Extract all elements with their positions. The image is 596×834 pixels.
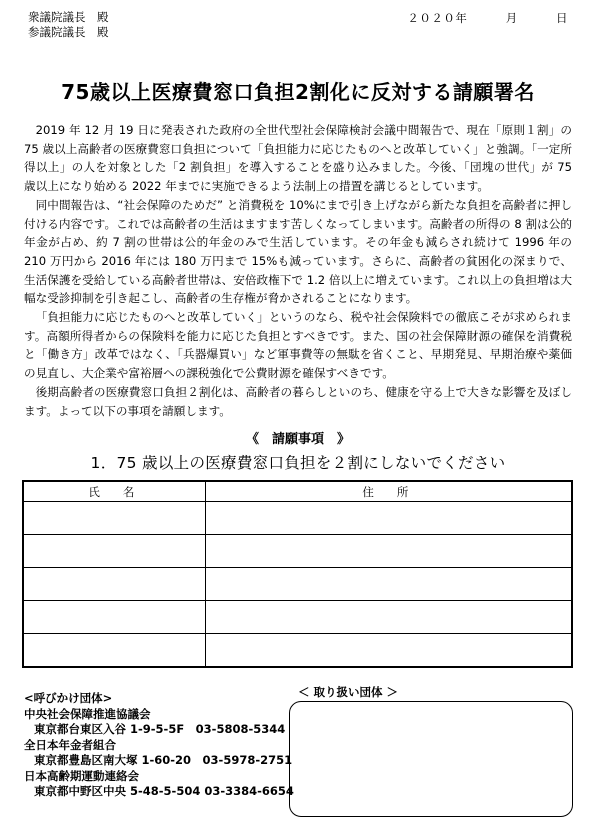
body-paragraph-2: 同中間報告は、“社会保障のためだ” と消費税を 10%にまで引き上げながら新たな負担を高齢者に押し付ける内容です。これでは高齢者の生活はますます苦しくなってしまいます。高齢者の所得の 8 割は公的年金が占め、約 7 割の世帯は公的年金のみで生活しています。その年金も減らされ続けて 1996 年の 210 万円から 2016 年には 180 万円まで 15%も減っています。さらに、高齢者の貧困化の深まりで、生活保護を受給している高齢者世帯は、安倍政権下で 1.2 倍以上に増えています。これ以上の負担増は大幅な受診抑制を引き起こし、高齢者の生存権が脅かされることになります。 — [24, 197, 572, 306]
date-line — [407, 10, 568, 26]
addressee-upper-house: 参議院議長 殿 — [28, 25, 109, 39]
callers-list — [24, 707, 294, 799]
address-cell[interactable] — [205, 568, 572, 601]
table-row — [23, 502, 572, 535]
caller-address: 東京都中野区中央 5-48-5-504 03-3384-6654 — [34, 784, 294, 799]
document-title: 75歳以上医療費窓口負担2割化に反対する請願署名 — [61, 80, 535, 104]
petition-heading: 《 請願事項 》 — [245, 432, 350, 447]
caller-name: 中央社会保障推進協議会 — [24, 707, 151, 721]
header-address: 住 所 — [205, 481, 572, 502]
signature-table — [22, 480, 573, 668]
name-cell[interactable] — [23, 568, 205, 601]
caller-address: 東京都台東区入谷 1-9-5-5F 03-5808-5344 — [34, 722, 286, 737]
body-paragraph-4: 後期高齢者の医療費窓口負担２割化は、高齢者の暮らしといのち、健康を守る上で大きな影響を及ぼします。よって以下の事項を請願します。 — [24, 384, 572, 418]
date-month: 月 — [505, 11, 518, 25]
addressee-block — [28, 10, 109, 40]
date-day: 日 — [556, 11, 568, 25]
name-cell[interactable] — [23, 601, 205, 634]
table-row — [23, 568, 572, 601]
callers-label: <呼びかけ団体> — [24, 691, 113, 705]
address-cell[interactable] — [205, 601, 572, 634]
addressee-lower-house: 衆議院議長 殿 — [28, 10, 109, 24]
header-name: 氏 名 — [23, 481, 205, 502]
table-row — [23, 601, 572, 634]
body-paragraph-1: 2019 年 12 月 19 日に発表された政府の全世代型社会保障検討会議中間報告で、現在「原則１割」の 75 歳以上高齢者の医療費窓口負担について「負担能力に応じたものへと改革していく」と強調。「一定所得以上」の人を対象とした「2 割負担」を導入することを盛り込みました。今後、「団塊の世代」が 75 歳以上になり始める 2022 年までに実施できるよう法制上の措置を講じるとしています。 — [24, 123, 572, 194]
body-paragraph-3: 「負担能力に応じたものへと改革していく」というのなら、税や社会保険料での徹底こそが求められます。高額所得者からの保険料を能力に応じた負担とすべきです。また、国の社会保障財源の確保を消費税と「働き方」改革ではなく、「兵器爆買い」など軍事費等の無駄を省くこと、早期発見、早期治療や薬価の見直し、大企業や富裕層への課税強化で公費財源を確保すべきです。 — [24, 310, 572, 381]
petition-body — [24, 121, 572, 420]
caller-name: 全日本年金者組合 — [24, 737, 116, 752]
name-cell[interactable] — [23, 535, 205, 568]
address-cell[interactable] — [205, 502, 572, 535]
signature-table-header — [23, 481, 572, 502]
handler-box — [289, 701, 573, 817]
name-cell[interactable] — [23, 634, 205, 668]
petition-item: 1．75 歳以上の医療費窓口負担を２割にしないでください — [90, 454, 506, 472]
name-cell[interactable] — [23, 502, 205, 535]
table-row — [23, 535, 572, 568]
caller-name: 日本高齢期運動連絡会 — [24, 768, 139, 783]
date-year: ２０２０年 — [407, 11, 468, 25]
caller-address: 東京都豊島区南大塚 1-60-20 03-5978-2751 — [34, 753, 293, 768]
address-cell[interactable] — [205, 634, 572, 668]
table-row — [23, 634, 572, 668]
handler-label: ＜ 取り扱い団体 ＞ — [298, 685, 399, 699]
address-cell[interactable] — [205, 535, 572, 568]
